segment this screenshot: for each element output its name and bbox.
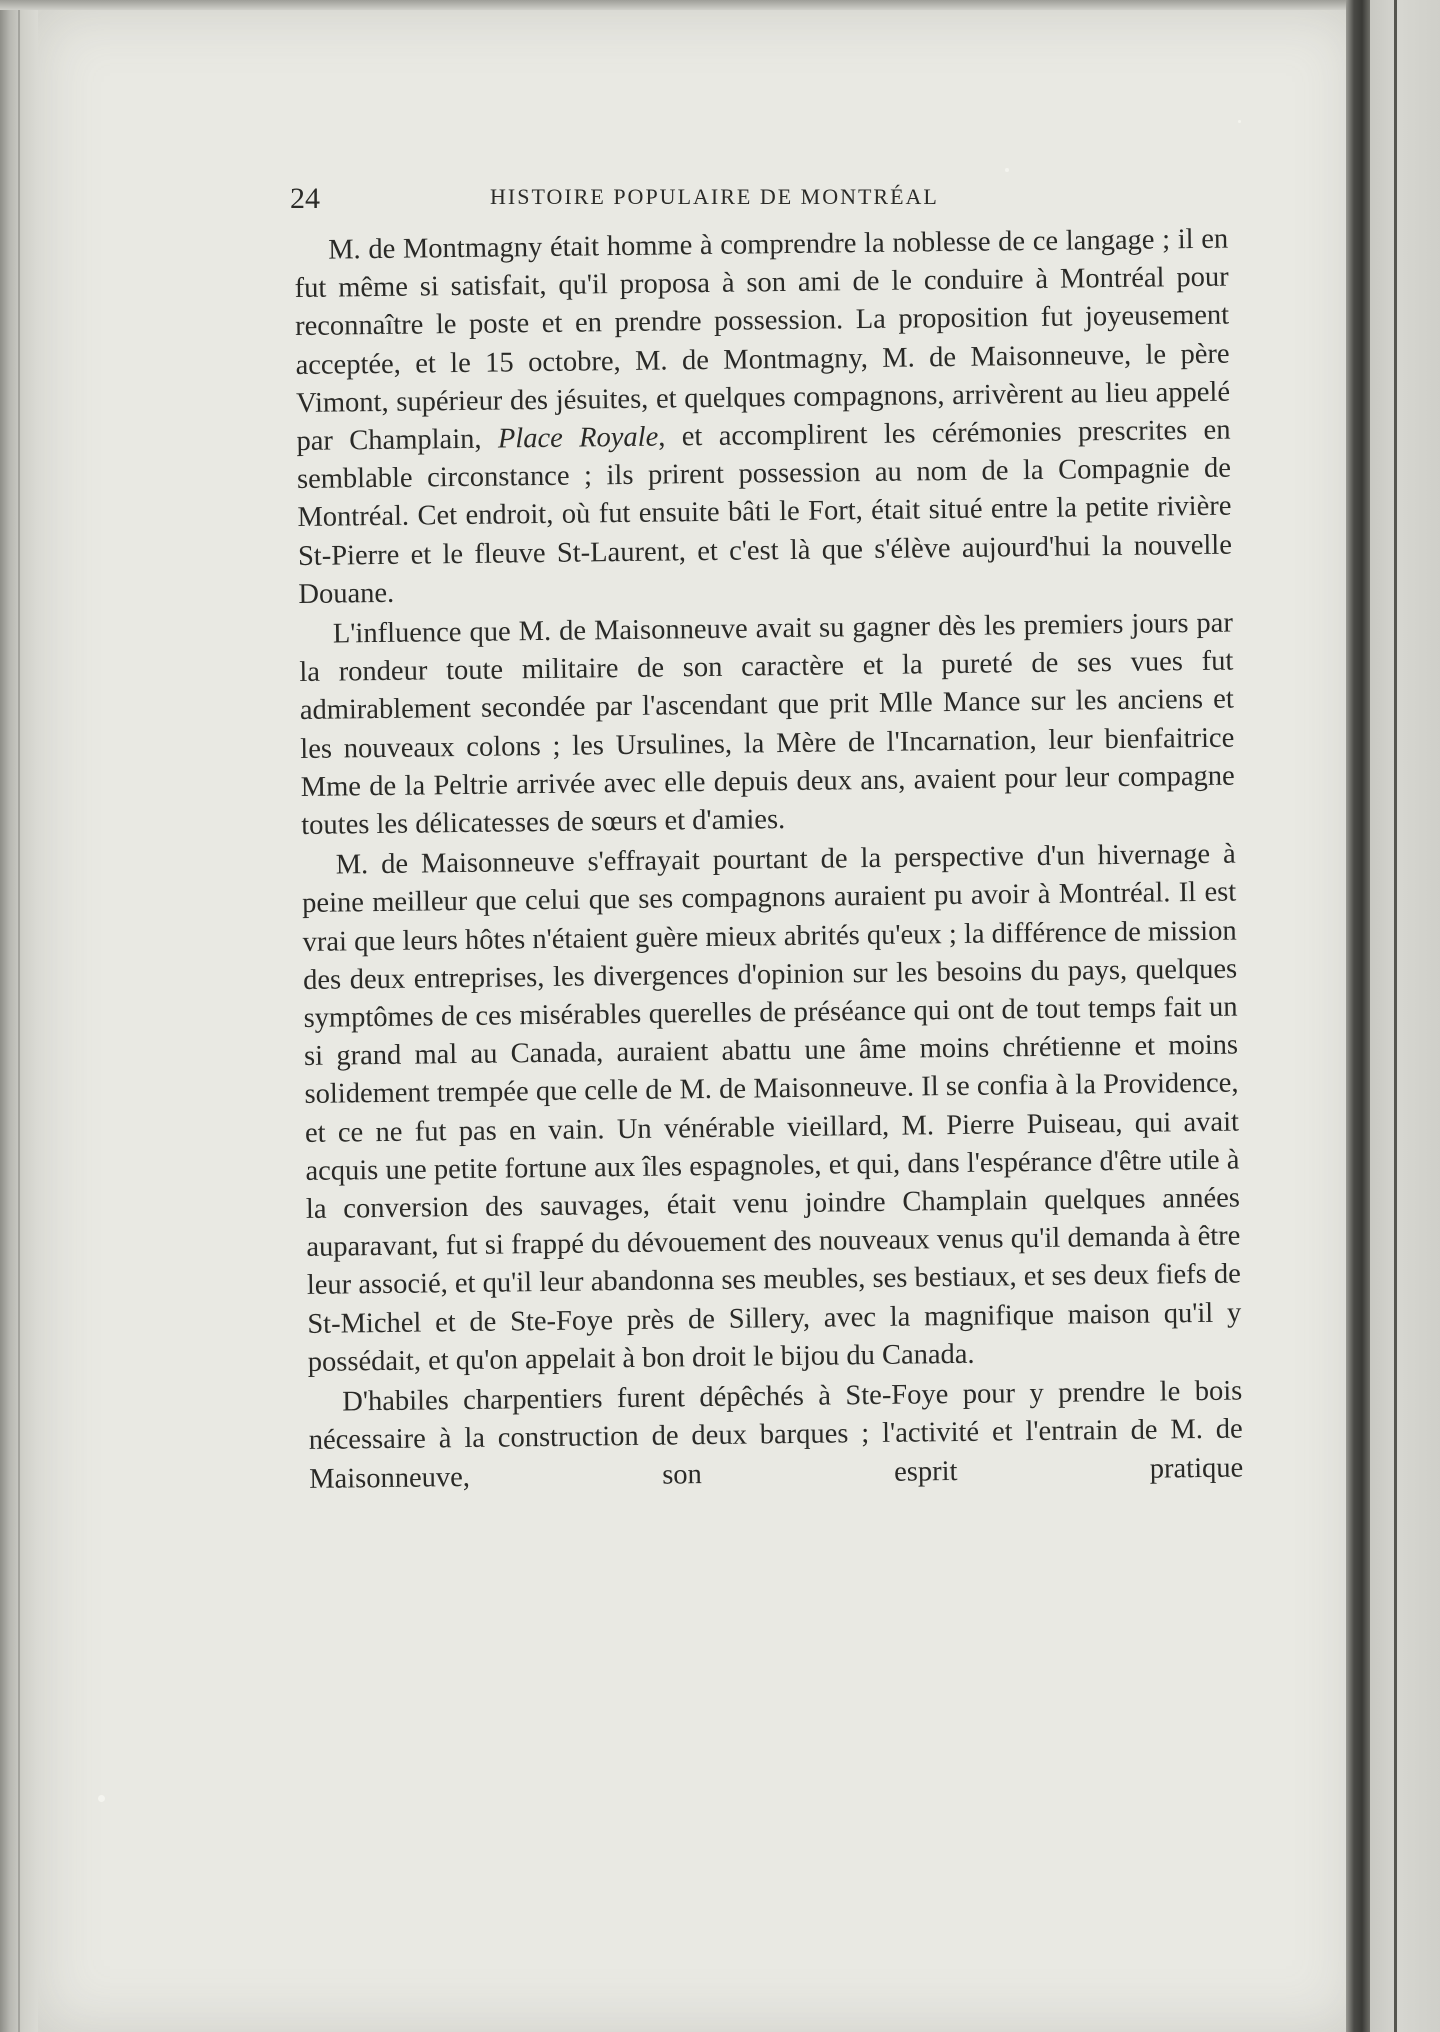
paragraph-text-continued: , et accomplirent les cérémonies prescrites en semblable circonstance ; ils prirent possession au nom de la Compagnie de Montréal. Cet endroit, où fut ensuite bâti le Fort, était situé entre la petite rivière St-Pierre et le fleuve St-Laurent, et c'est là que s'élève aujourd'hui la nouvelle Douane. <box>296 414 1233 610</box>
paragraph-text: M. de Montmagny était homme à comprendre la noblesse de ce langage ; il en fut même si satisfait, qu'il proposa à son ami de le conduire à Montréal pour reconnaître le poste et en prendre possession. La proposition fut joyeusement acceptée, et le 15 octobre, M. de Montmagny, M. de Maisonneuve, le père Vimont, supérieur des jésuites, et quelques compagnons, arrivèrent au lieu appelé par Champlain, <box>294 223 1231 457</box>
book-binding-gutter <box>0 0 40 2032</box>
adjacent-page-edge <box>1370 0 1440 2032</box>
running-head-title: HISTOIRE POPULAIRE DE MONTRÉAL <box>490 184 939 209</box>
paragraph-text: M. de Maisonneuve s'effrayait pourtant de la perspective d'un hivernage à peine meilleur que celui que ses compagnons auraient pu avoir à Montréal. Il est vrai que leurs hôtes n'étaient guère mieux abrités qu'eux ; la différence de mission des deux entreprises, les divergences d'opinion sur les besoins du pays, quelques symptômes de ces misérables querelles de préséance qui ont de tout temps fait un si grand mal au Canada, auraient abattu une âme moins chrétienne et moins solidement trempée que celle de M. de Maisonneuve. Il se confia à la Providence, et ce ne fut pas en vain. Un vénérable vieillard, M. Pierre Puiseau, qui avait acquis une petite fortune aux îles espagnoles, et qui, dans l'espérance d'être utile à la conversion des sauvages, était venu joindre Champlain quelques années auparavant, fut si frappé du dévouement des nouveaux venus qu'il demanda à être leur associé, et qu'il leur abandonna ses meubles, ses bestiaux, et ses deux fiefs de St-Michel et de Ste-Foye près de Sillery, avec la magnifique maison qu'il y possédait, et qu'on appelait à bon droit le bijou du Canada. <box>302 838 1242 1378</box>
paragraph-text: D'habiles charpentiers furent dépêchés à Ste-Foye pour y prendre le bois nécessaire à la construction de deux barques ; l'activité et l'entrain de M. de Maisonneuve, son esprit pratique <box>308 1375 1244 1495</box>
italic-place-name: Place Royale <box>497 421 659 455</box>
scan-top-edge <box>0 0 1440 10</box>
page-number: 24 <box>290 182 320 215</box>
paragraph <box>308 1373 1243 1499</box>
body-text <box>294 221 1243 1499</box>
paragraph <box>294 221 1233 614</box>
paragraph-text: L'influence que M. de Maisonneuve avait su gagner dès les premiers jours par la rondeur toute militaire de son caractère et la pureté de ses vues fut admirablement secondée par l'ascendant que prit Mlle Mance sur les anciens et les nouveaux colons ; les Ursulines, la Mère de l'Incarnation, leur bienfaitrice Mme de la Peltrie arrivée avec elle depuis deux ans, avaient pour leur compagne toutes les délicatesses de sœurs et d'amies. <box>299 607 1235 842</box>
page-edge-shadow <box>1346 0 1370 2032</box>
paragraph <box>299 605 1236 846</box>
running-head <box>290 178 1220 228</box>
paragraph <box>302 836 1242 1382</box>
